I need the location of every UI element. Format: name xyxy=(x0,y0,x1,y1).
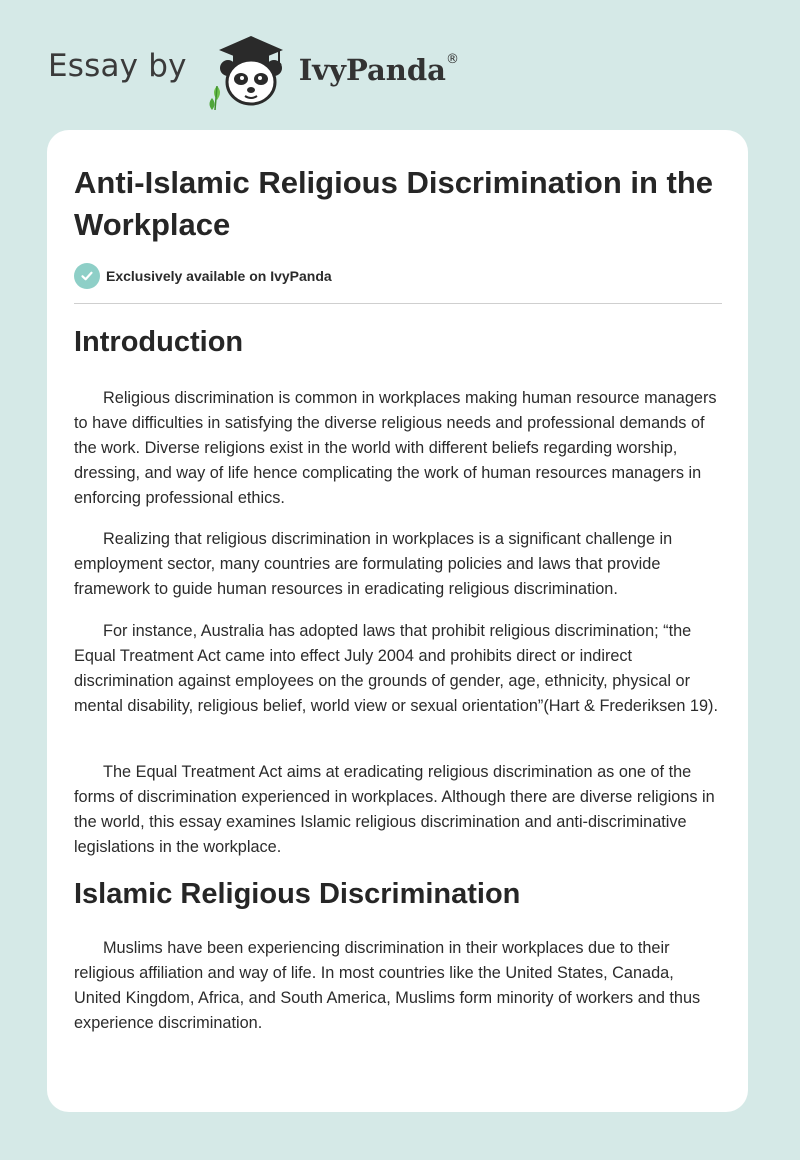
brand-text: IvyPanda xyxy=(298,53,446,87)
panda-logo-icon[interactable] xyxy=(203,30,295,110)
paragraph: Realizing that religious discrimination in workplaces is a significant challenge in employment sector, many countries are formulating policies and laws that provide framework to guide human resources in eradicating religious discrimination. xyxy=(74,530,673,598)
section-heading-islamic-discrimination: Islamic Religious Discrimination xyxy=(74,878,521,910)
essay-title: Anti-Islamic Religious Discrimination in the Workplace xyxy=(74,165,714,242)
essay-card xyxy=(47,130,748,1112)
brand-name[interactable] xyxy=(299,53,459,87)
paragraph: Religious discrimination is common in workplaces making human resource managers to have difficulties in satisfying the diverse religious needs and professional demands of the work. Diverse religions exist in the world with different beliefs regarding worship, dressing, and way of life hence complicating the work of human resources managers in enforcing professional ethics. xyxy=(74,389,717,507)
trademark-symbol: ® xyxy=(445,52,459,68)
paragraph: For instance, Australia has adopted laws that prohibit religious discrimination; “the Equal Treatment Act came into effect July 2004 and prohibits direct or indirect discrimination against employees on the grounds of gender, age, ethnicity, physical or mental disability, religious belief, world view or sexual orientation”(Hart & Frederiksen 19). xyxy=(74,622,718,715)
title-divider xyxy=(74,303,722,304)
paragraph: Muslims have been experiencing discrimination in their workplaces due to their religious affiliation and way of life. In most countries like the United States, Canada, United Kingdom, Africa, and South America, Muslims form minority of workers and thus experience discrimination. xyxy=(74,939,701,1032)
essay-by-label: Essay by xyxy=(48,48,187,84)
exclusive-badge xyxy=(74,263,332,289)
section-heading-introduction: Introduction xyxy=(74,326,244,358)
site-header xyxy=(48,30,459,110)
exclusive-label: Exclusively available on IvyPanda xyxy=(106,268,332,284)
paragraph: The Equal Treatment Act aims at eradicating religious discrimination as one of the forms of discrimination experienced in workplaces. Although there are diverse religions in the world, this essay examines Islamic religious discrimination and anti-discriminative legislations in the workplace. xyxy=(74,763,715,856)
check-icon xyxy=(74,263,100,289)
